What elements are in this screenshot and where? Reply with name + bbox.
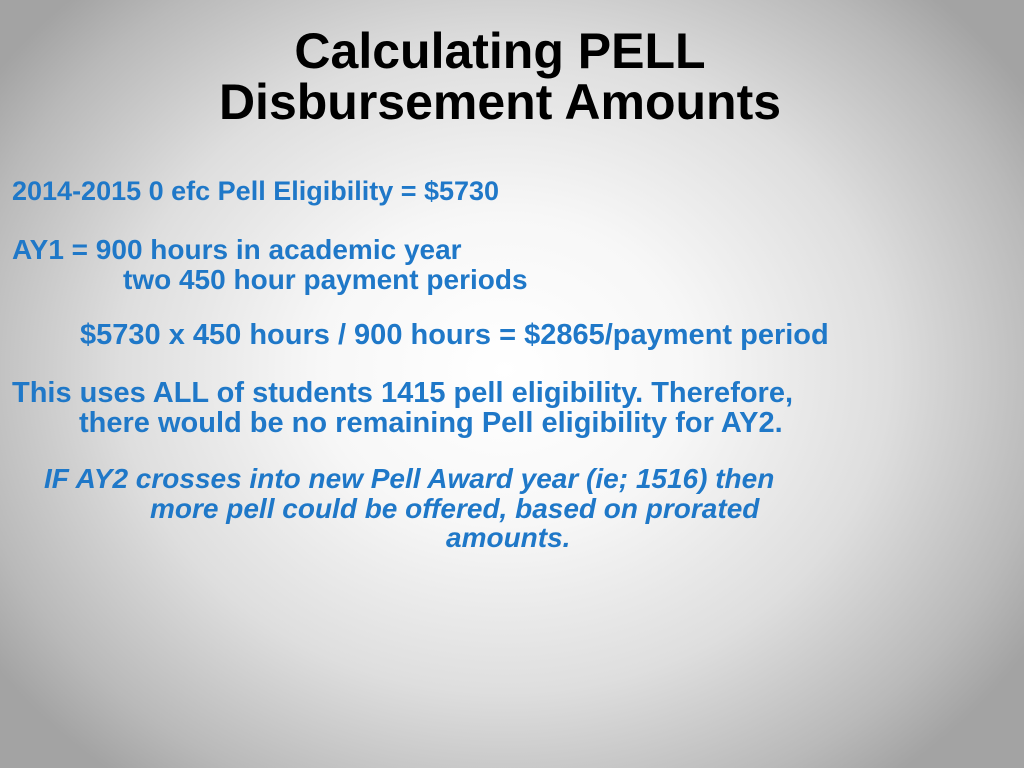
conditional-line-3: amounts. xyxy=(446,522,571,553)
title-line-1: Calculating PELL xyxy=(294,23,706,79)
note-line-1: This uses ALL of students 1415 pell eligibility. Therefore, xyxy=(12,377,794,409)
title-line-2: Disbursement Amounts xyxy=(218,74,782,130)
ay1-payment-periods-text: two 450 hour payment periods xyxy=(123,264,528,295)
calculation-text: $5730 x 450 hours / 900 hours = $2865/payment period xyxy=(80,319,829,351)
conditional-line-1: IF AY2 crosses into new Pell Award year (ie; 1516) then xyxy=(44,463,775,494)
eligibility-text: 2014-2015 0 efc Pell Eligibility = $5730 xyxy=(12,176,500,206)
ay1-hours-text: AY1 = 900 hours in academic year xyxy=(12,234,462,265)
conditional-line-2: more pell could be offered, based on prorated xyxy=(150,493,760,524)
note-line-2: there would be no remaining Pell eligibility for AY2. xyxy=(79,407,783,439)
